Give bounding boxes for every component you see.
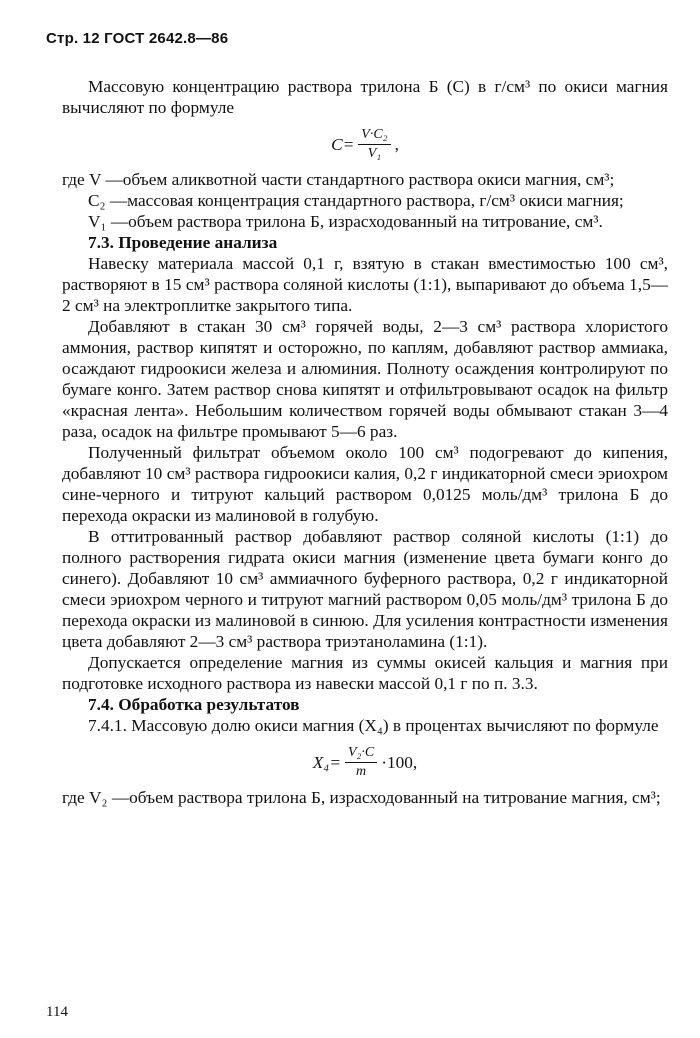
formula1-tail: , bbox=[394, 134, 399, 154]
intro-paragraph: Массовую концентрацию раствора трилона Б (C) в г/см³ по окиси магния вычисляют по формуле bbox=[62, 77, 668, 117]
definition-item bbox=[62, 190, 668, 211]
definitions-2 bbox=[62, 787, 668, 808]
definition-text: массовая концентрация стандартного раствора, г/см³ окиси магния; bbox=[127, 191, 624, 210]
definition-text: объем раствора трилона Б, израсходованный на титрование, см³. bbox=[128, 212, 603, 231]
section-heading-7-3: 7.3. Проведение анализа bbox=[88, 233, 278, 252]
page-header: Стр. 12 ГОСТ 2642.8—86 bbox=[46, 30, 229, 47]
formula2-lhs: X₄= bbox=[312, 752, 341, 772]
formula1-denominator: V₁ bbox=[367, 146, 382, 161]
definition-symbol: V₁ — bbox=[88, 212, 129, 231]
document-body bbox=[62, 76, 668, 808]
paragraph: Навеску материала массой 0,1 г, взятую в стакан вместимостью 100 см³, растворяют в 15 см³ раствора соляной кислоты (1:1), выпаривают до объема 1,5—2 см³ на электроплитке закрытого типа. bbox=[62, 254, 668, 315]
definition-symbol: C₂ — bbox=[88, 191, 128, 210]
formula1-lhs: C= bbox=[331, 134, 355, 154]
formula2-tail: ·100, bbox=[381, 752, 418, 772]
formula1-fraction bbox=[358, 128, 390, 161]
definitions-1 bbox=[62, 169, 668, 232]
paragraph: 7.4.1. Массовую долю окиси магния (X₄) в процентах вычисляют по формуле bbox=[88, 716, 659, 735]
section-heading-7-4: 7.4. Обработка результатов bbox=[88, 695, 300, 714]
paragraph: Допускается определение магния из суммы окисей кальция и магния при подготовке исходного раствора из навески массой 0,1 г по п. 3.3. bbox=[62, 653, 668, 693]
definition-item bbox=[62, 169, 668, 190]
formula-concentration bbox=[62, 128, 668, 161]
definition-item bbox=[62, 787, 668, 808]
paragraph: В оттитрованный раствор добавляют раствор соляной кислоты (1:1) до полного растворения гидрата окиси магния (изменение цвета бумаги конго до синего). Добавляют 10 см³ аммиачного буферного раствора, 0,2 г индикаторной смеси эриохром черного и титруют магний раствором 0,05 моль/дм³ трилона Б до перехода окраски из малиновой в синюю. Для усиления контрастности изменения цвета добавляют 2—3 см³ раствора триэтаноламина (1:1). bbox=[62, 527, 668, 651]
definition-item bbox=[62, 211, 668, 232]
formula-mass-fraction bbox=[62, 746, 668, 779]
paragraph: Добавляют в стакан 30 см³ горячей воды, 2—3 см³ раствора хлористого аммония, раствор кипятят и осторожно, по каплям, добавляют раствор аммиака, осаждают гидроокиси железа и алюминия. Полноту осаждения контролируют по бумаге конго. Затем раствор снова кипятят и отфильтровывают осадок на фильтр «красная лента». Небольшим количеством горячей воды обмывают стакан 3—4 раза, осадок на фильтре промывают 5—6 раз. bbox=[62, 317, 668, 441]
page-number: 114 bbox=[46, 1004, 68, 1020]
definition-symbol: где V — bbox=[62, 170, 123, 189]
definition-text: объем аликвотной части стандартного раствора окиси магния, см³; bbox=[122, 170, 615, 189]
definition-symbol: где V₂ — bbox=[62, 788, 130, 807]
formula1-numerator: V·C₂ bbox=[358, 128, 390, 145]
formula2-denominator: m bbox=[356, 764, 367, 779]
formula2-fraction bbox=[345, 746, 377, 779]
formula2-numerator: V₂·C bbox=[345, 746, 377, 763]
paragraph: Полученный фильтрат объемом около 100 см³ подогревают до кипения, добавляют 10 см³ раствора гидроокиси калия, 0,2 г индикаторной смеси эриохром сине-черного и титруют кальций раствором 0,0125 моль/дм³ трилона Б до перехода окраски из малиновой в голубую. bbox=[62, 443, 668, 525]
definition-text: объем раствора трилона Б, израсходованный на титрование магния, см³; bbox=[129, 788, 661, 807]
